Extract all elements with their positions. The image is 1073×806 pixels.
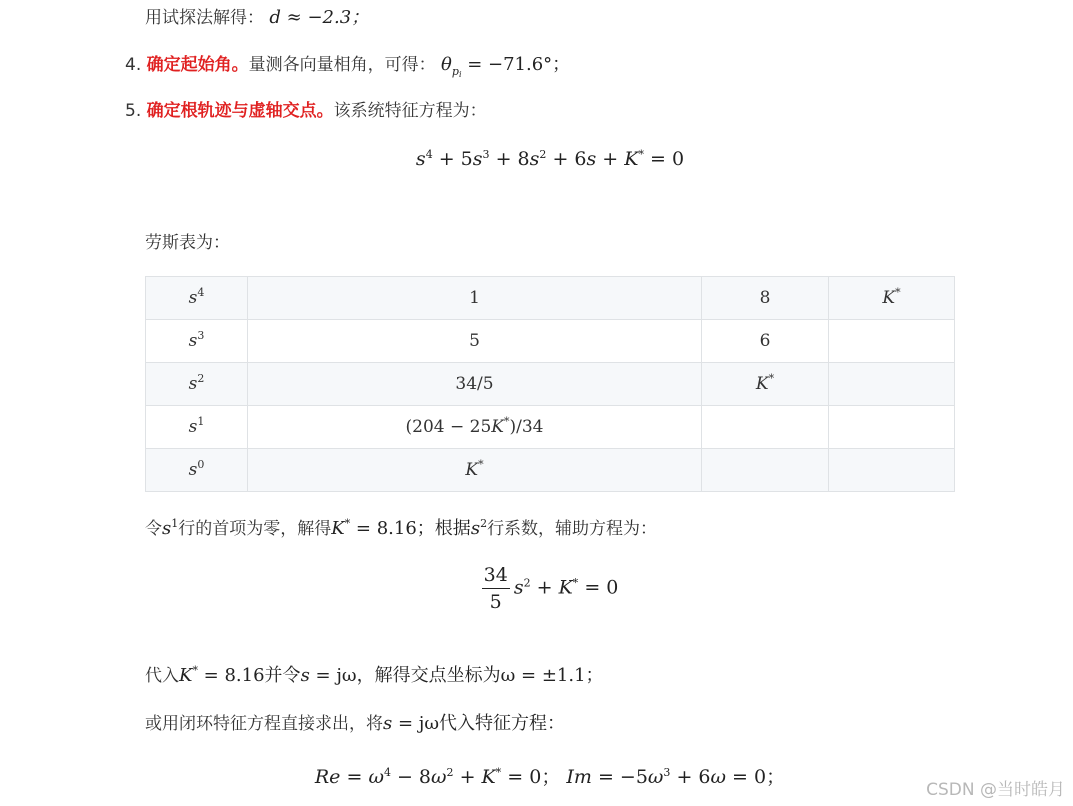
watermark: CSDN @当时皓月 (926, 780, 1065, 800)
text-fragment: 行系数，辅助方程为： (487, 519, 658, 539)
step-text: 量测各向量相角，可得： (248, 55, 436, 75)
table-row (146, 277, 955, 320)
text-line-first-term-zero: 令$s^1$行的首项为零，解得K* = 8.16；根据$s^2$行系数，辅助方程为： (145, 517, 658, 539)
table-cell (702, 449, 829, 492)
table-cell: 8 (702, 277, 829, 320)
text-fragment: 代入 (145, 666, 179, 686)
text-fragment: 令 (145, 519, 162, 539)
table-cell: $s^1$ (146, 406, 248, 449)
table-cell (829, 363, 955, 406)
table-cell (829, 406, 955, 449)
table-cell: K* (248, 449, 702, 492)
text-line-closed-loop: 或用闭环特征方程直接求出，将s = jω代入特征方程： (145, 713, 566, 734)
table-cell (702, 406, 829, 449)
theta-formula: $\theta_{p_i} = -71.6^\circ$； (441, 54, 571, 79)
step-title: 确定根轨迹与虚轴交点。 (146, 101, 334, 121)
text-fragment: 或用闭环特征方程直接求出，将 (145, 714, 383, 734)
table-row (146, 320, 955, 363)
table-cell: 34/5 (248, 363, 702, 406)
text-fragment: 行的首项为零，解得 (178, 519, 332, 539)
table-cell: K* (702, 363, 829, 406)
text-fragment: = 8.16；根据 (350, 518, 471, 539)
text-fragment: = 8.16并令 (197, 665, 301, 686)
table-cell: $s^3$ (146, 320, 248, 363)
text-fragment: = jω代入特征方程： (392, 713, 566, 734)
auxiliary-equation: $\frac{34}{5}$ $s^2 + K^* = 0$ (483, 564, 619, 613)
table-cell: 6 (702, 320, 829, 363)
routh-table (145, 276, 955, 492)
trial-solution-text: 用试探法解得： (145, 8, 264, 28)
text-fragment: ω = ±1.1； (500, 665, 604, 686)
table-row (146, 406, 955, 449)
text-fragment: = jω，解得交点坐标为 (309, 665, 501, 686)
table-cell: (204 − 25K*)/34 (248, 406, 702, 449)
table-cell: $s^2$ (146, 363, 248, 406)
table-row (146, 363, 955, 406)
table-cell: K* (829, 277, 955, 320)
table-cell (829, 449, 955, 492)
step-text: 该系统特征方程为： (333, 101, 487, 121)
table-cell (829, 320, 955, 363)
table-cell: $s^4$ (146, 277, 248, 320)
text-line-substitution: 代入K* = 8.16并令s = jω，解得交点坐标为ω = ±1.1； (145, 664, 604, 686)
table-cell: $s^0$ (146, 449, 248, 492)
routh-intro: 劳斯表为： (145, 233, 230, 253)
characteristic-equation: $s^4 + 5s^3 + 8s^2 + 6s + K^* = 0$ (415, 148, 685, 170)
table-cell: 1 (248, 277, 702, 320)
text-line-trial-solution (145, 6, 369, 30)
table-row (146, 449, 955, 492)
step-number: 4. (125, 55, 142, 75)
step-title: 确定起始角。 (146, 55, 249, 75)
step-5-imag-axis-crossing (125, 99, 487, 123)
final-equations: $Re = \omega^4 - 8\omega^2 + K^* = 0$； $Im = -5\omega^3 + 6\omega = 0$； (314, 766, 786, 788)
step-number: 5. (125, 101, 142, 121)
table-cell: 5 (248, 320, 702, 363)
trial-solution-math: d ≈ −2.3； (269, 7, 370, 28)
step-4-start-angle (125, 53, 570, 77)
